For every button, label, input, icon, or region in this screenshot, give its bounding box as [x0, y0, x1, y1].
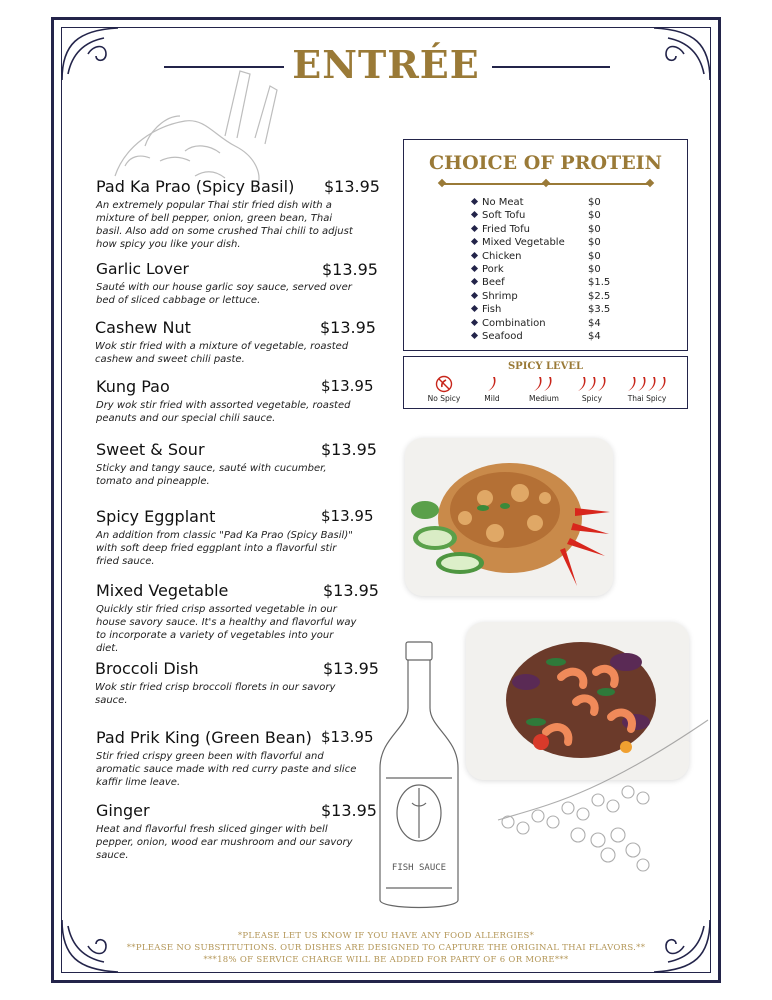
- protein-name: Fish: [482, 304, 502, 316]
- protein-name: Combination: [482, 317, 546, 329]
- bullet-diamond-icon: [471, 238, 478, 245]
- page-title: ENTRÉE: [292, 42, 480, 87]
- bullet-diamond-icon: [471, 318, 478, 325]
- protein-price: $0: [588, 237, 601, 249]
- spicy-level-label: Thai Spicy: [627, 394, 667, 403]
- bullet-diamond-icon: [471, 292, 478, 299]
- item-description: An addition from classic "Pad Ka Prao (Spicy Basil)" with soft deep fried eggplant into a flavorful stir fried sauce.: [96, 530, 353, 567]
- item-price: $13.95: [321, 507, 374, 525]
- menu-item: [96, 728, 376, 789]
- protein-price: $3.5: [588, 304, 611, 316]
- item-name: Ginger: [96, 801, 150, 820]
- protein-price: $1.5: [588, 277, 611, 289]
- bullet-diamond-icon: [471, 332, 478, 339]
- protein-price: $0: [588, 210, 601, 222]
- protein-option: [472, 250, 642, 263]
- item-name: Spicy Eggplant: [96, 507, 216, 526]
- protein-name: No Meat: [482, 197, 524, 208]
- item-name: Pad Prik King (Green Bean): [96, 728, 312, 747]
- item-description: Heat and flavorful fresh sliced ginger with bell pepper, onion, wood ear mushroom and our savory sauce.: [96, 824, 353, 861]
- menu-item: [95, 318, 375, 366]
- item-description: Quickly stir fried crisp assorted vegetable in our house savory sauce. It's a healthy and flavorful way to incorporate a variety of vegetables into your diet.: [96, 604, 357, 654]
- item-price: $13.95: [323, 581, 379, 600]
- footer-substitution-note: **PLEASE NO SUBSTITUTIONS. OUR DISHES ARE DESIGNED TO CAPTURE THE ORIGINAL THAI FLAVORS.**: [126, 943, 646, 953]
- bullet-diamond-icon: [471, 211, 478, 218]
- menu-item: [96, 801, 376, 862]
- chili-icon: [483, 375, 501, 393]
- stir-fry-plate-illustration: [405, 438, 613, 596]
- protein-option: [472, 196, 642, 209]
- protein-option: [472, 223, 642, 236]
- item-name: Garlic Lover: [96, 260, 189, 278]
- spicy-level-label: Mild: [484, 394, 500, 403]
- spicy-level-mild: [474, 375, 510, 403]
- item-description: Dry wok stir fried with assorted vegetable, roasted peanuts and our special chili sauce.: [96, 400, 351, 424]
- protein-price: $4: [588, 330, 601, 342]
- item-price: $13.95: [322, 260, 378, 279]
- protein-name: Soft Tofu: [482, 210, 526, 222]
- item-description: Wok stir fried with a mixture of vegetable, roasted cashew and sweet chili paste.: [95, 341, 349, 365]
- protein-option: [472, 303, 642, 316]
- item-price: $13.95: [321, 801, 377, 820]
- protein-name: Mixed Vegetable: [482, 237, 565, 249]
- protein-name: Chicken: [482, 250, 522, 262]
- spicy-level-none: [422, 375, 466, 403]
- footer-allergy-note: *PLEASE LET US KNOW IF YOU HAVE ANY FOOD ALLERGIES*: [237, 931, 535, 941]
- menu-item: [95, 659, 379, 707]
- spicy-level-medium: [522, 375, 566, 403]
- chili-icon: [625, 375, 669, 393]
- protein-price: $2.5: [588, 290, 611, 302]
- item-name: Broccoli Dish: [95, 659, 199, 678]
- item-price: $13.95: [323, 659, 379, 678]
- food-photo-stir-fry: [405, 438, 613, 596]
- spicy-level-label: Spicy: [581, 394, 603, 403]
- item-price: $13.95: [321, 728, 374, 746]
- diamond-ornament-icon: [438, 179, 446, 187]
- protein-price: $0: [588, 223, 601, 235]
- bullet-diamond-icon: [471, 278, 478, 285]
- spicy-level-box: [403, 356, 688, 409]
- protein-name: Beef: [482, 277, 505, 289]
- menu-item: [96, 377, 376, 425]
- bottle-label: FISH SAUCE: [391, 863, 447, 873]
- no-spicy-icon: [435, 375, 453, 393]
- spicy-level-spicy: [574, 375, 610, 403]
- protein-price: $0: [588, 197, 601, 208]
- diamond-ornament-icon: [542, 179, 550, 187]
- protein-name: Fried Tofu: [482, 223, 530, 235]
- menu-item: [96, 177, 380, 251]
- protein-price: $4: [588, 317, 601, 329]
- item-price: $13.95: [324, 177, 380, 196]
- bullet-diamond-icon: [471, 305, 478, 312]
- bullet-diamond-icon: [471, 252, 478, 259]
- protein-name: Seafood: [482, 330, 523, 342]
- item-description: Sauté with our house garlic soy sauce, served over bed of sliced cabbage or lettuce.: [96, 282, 352, 306]
- protein-option: [472, 263, 642, 276]
- spicy-level-title: SPICY LEVEL: [507, 361, 584, 372]
- menu-item: [96, 507, 376, 568]
- protein-price: $0: [588, 263, 601, 275]
- protein-option: [472, 317, 642, 330]
- item-name: Mixed Vegetable: [96, 581, 229, 600]
- footer-service-charge-note: ***18% OF SERVICE CHARGE WILL BE ADDED FOR PARTY OF 6 OR MORE***: [203, 955, 569, 965]
- menu-item: [96, 581, 379, 655]
- item-price: $13.95: [321, 440, 377, 459]
- protein-option: [472, 236, 642, 249]
- bullet-diamond-icon: [471, 265, 478, 272]
- protein-title: CHOICE OF PROTEIN: [429, 152, 662, 174]
- protein-price: $0: [588, 250, 601, 262]
- item-description: Stir fried crispy green been with flavorful and aromatic sauce made with red curry paste and slice kaffir lime leave.: [96, 751, 357, 788]
- item-name: Sweet & Sour: [96, 440, 205, 459]
- spicy-level-label: No Spicy: [427, 394, 461, 403]
- item-name: Pad Ka Prao (Spicy Basil): [96, 177, 295, 196]
- item-name: Cashew Nut: [95, 318, 191, 337]
- menu-item: [96, 260, 376, 307]
- protein-options-box: [403, 139, 688, 351]
- peppercorn-sketch-illustration: [488, 710, 718, 875]
- item-price: $13.95: [321, 377, 374, 395]
- protein-option: [472, 330, 642, 343]
- chili-icon: [575, 375, 609, 393]
- protein-name: Shrimp: [482, 290, 518, 302]
- bullet-diamond-icon: [471, 225, 478, 232]
- menu-item: [96, 440, 376, 488]
- item-name: Kung Pao: [96, 377, 170, 396]
- diamond-ornament-icon: [646, 179, 654, 187]
- item-price: $13.95: [320, 318, 376, 337]
- spicy-level-thai: [622, 375, 672, 403]
- protein-option: [472, 276, 642, 289]
- fish-sauce-bottle-illustration: [372, 638, 466, 916]
- item-description: Wok stir fried crisp broccoli florets in our savory sauce.: [95, 682, 336, 706]
- protein-option: [472, 290, 642, 303]
- protein-name: Pork: [482, 263, 504, 275]
- item-description: Sticky and tangy sauce, sauté with cucumber, tomato and pineapple.: [96, 463, 327, 487]
- spicy-level-label: Medium: [529, 394, 559, 403]
- protein-option: [472, 209, 642, 222]
- bullet-diamond-icon: [471, 198, 478, 205]
- chili-icon: [531, 375, 557, 393]
- item-description: An extremely popular Thai stir fried dish with a mixture of bell pepper, onion, green bean, Thai basil. Also add on some crushed Thai chili to adjust how spicy you like your dish.: [96, 200, 353, 250]
- protein-list: [472, 196, 642, 343]
